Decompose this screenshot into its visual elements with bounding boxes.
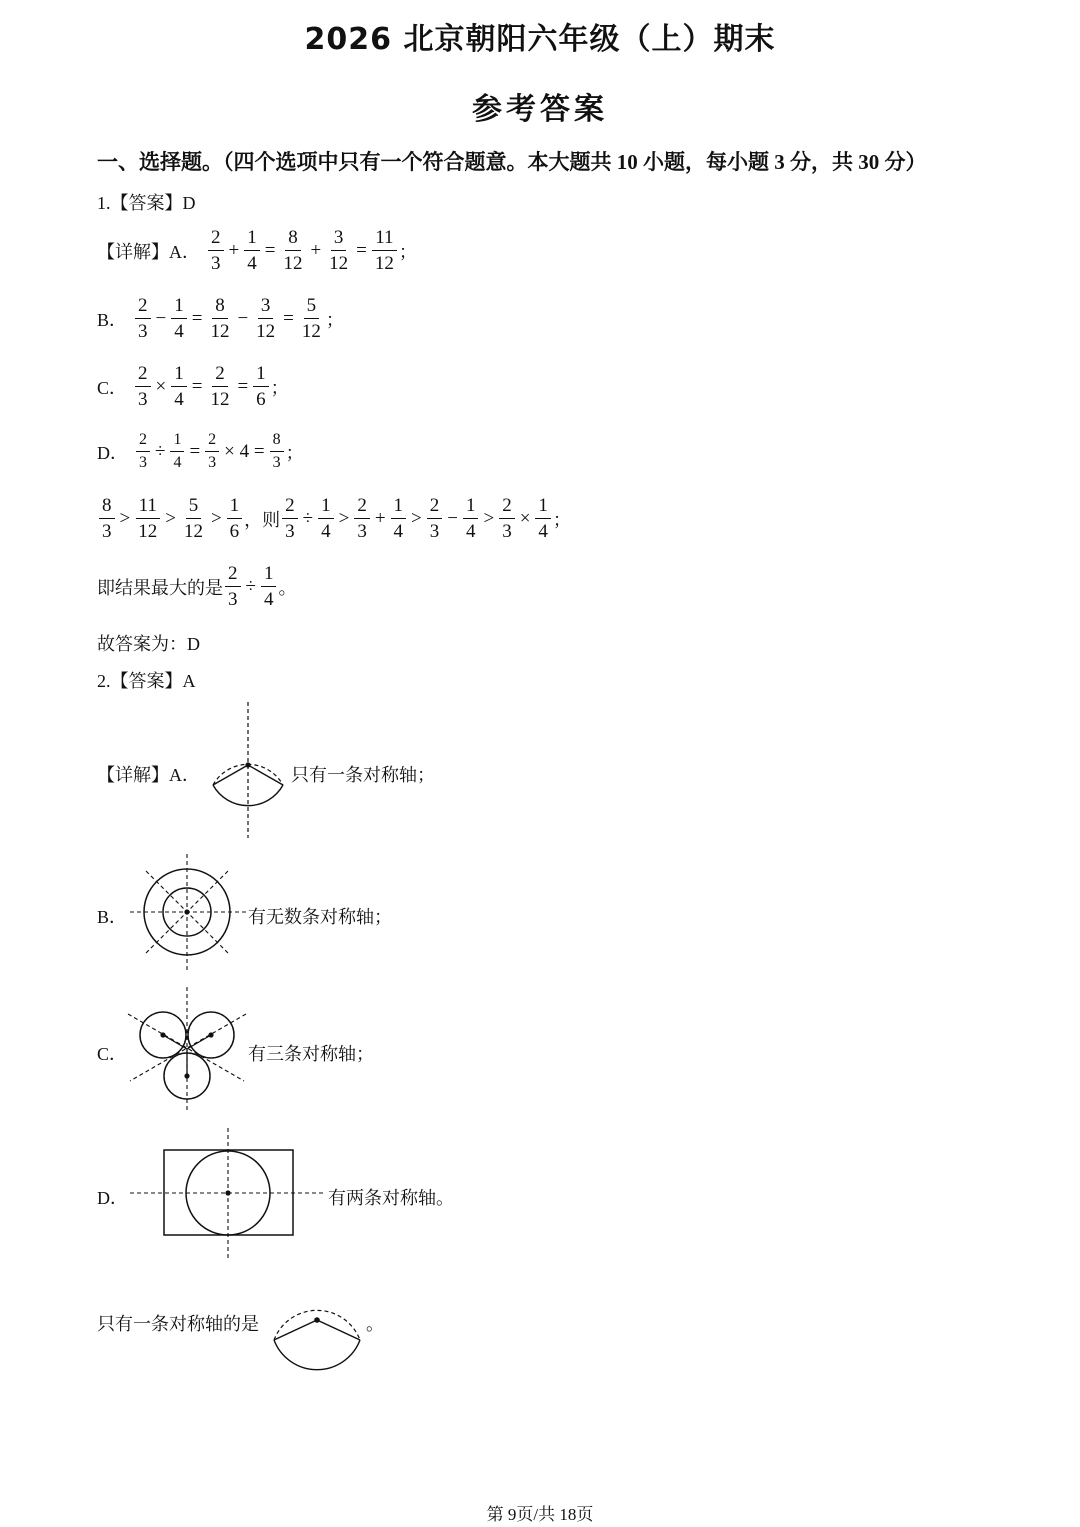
operator: = (189, 440, 201, 462)
operator: ÷ (245, 575, 256, 597)
q1-option-b (97, 296, 344, 341)
fraction: $\frac{8}{12}$ (210, 295, 230, 342)
q2-option-c-label: C． (97, 1044, 128, 1064)
q1-answer: 1.【答案】D (97, 193, 196, 213)
figure-three-circles (126, 985, 248, 1115)
figure-sector-circle-answer (268, 1270, 368, 1370)
operator: × 4 = (224, 440, 265, 462)
fraction: $\frac{1}{4}$ (171, 296, 187, 341)
operator: × (519, 507, 531, 529)
operator: + (374, 507, 386, 529)
option-label: C． (97, 377, 128, 398)
fraction: $\frac{5}{12}$ (183, 495, 203, 542)
punct: ； (285, 442, 304, 463)
detail-label: 【详解】A． (97, 241, 200, 262)
q1-conclusion: 故答案为：D (97, 634, 200, 654)
punct: 。 (278, 577, 297, 598)
fraction: $\frac{1}{4}$ (171, 364, 187, 409)
punct: ； (325, 309, 344, 330)
fraction: $\frac{2}{3}$ (136, 432, 150, 471)
document-subtitle: 参考答案 (472, 92, 608, 127)
fraction: $\frac{3}{12}$ (256, 295, 276, 342)
fraction: $\frac{1}{4}$ (244, 228, 260, 273)
operator: > (411, 507, 422, 529)
punct: ； (398, 241, 417, 262)
q1-max-result (97, 564, 296, 609)
option-label: D． (97, 442, 128, 463)
fraction: $\frac{2}{3}$ (225, 564, 241, 609)
fraction: $\frac{3}{12}$ (329, 227, 349, 274)
fraction: $\frac{2}{3}$ (427, 496, 443, 541)
fraction: $\frac{1}{4}$ (318, 496, 334, 541)
q2-option-d-label: D． (97, 1188, 128, 1208)
punct: ； (270, 377, 289, 398)
fraction: $\frac{5}{12}$ (301, 295, 321, 342)
q2-option-b-text: 有无数条对称轴； (248, 907, 392, 927)
operator: ÷ (155, 440, 166, 462)
q1-option-a (97, 228, 417, 273)
q2-option-c-text: 有三条对称轴； (248, 1044, 374, 1064)
operator: > (483, 507, 495, 529)
punct: ； (552, 509, 571, 530)
q2-answer: 2.【答案】A (97, 671, 196, 691)
operator: > (338, 507, 350, 529)
operator: + (228, 239, 240, 261)
operator: + (310, 239, 322, 261)
operator: ÷ (302, 507, 314, 529)
fraction: $\frac{1}{4}$ (391, 496, 407, 541)
operator: × (155, 375, 167, 397)
fraction: $\frac{2}{3}$ (354, 496, 370, 541)
operator: > (210, 507, 222, 529)
fraction: $\frac{1}{4}$ (463, 496, 479, 541)
page-footer: 第 9页/共 18页 (486, 1505, 594, 1524)
fraction: $\frac{11}{12}$ (135, 496, 160, 541)
fraction: $\frac{1}{4}$ (170, 432, 184, 471)
fraction: $\frac{2}{3}$ (205, 432, 219, 471)
q2-conclusion-prefix: 只有一条对称轴的是 (97, 1314, 259, 1334)
q2-option-a-text: 只有一条对称轴； (291, 765, 435, 785)
figure-concentric-circles (128, 852, 248, 972)
fraction: $\frac{1}{4}$ (261, 564, 277, 609)
fraction: $\frac{8}{12}$ (283, 227, 303, 274)
operator: > (119, 507, 131, 529)
operator: = (191, 375, 203, 397)
fraction: $\frac{2}{12}$ (210, 363, 230, 410)
fraction: $\frac{2}{3}$ (208, 228, 224, 273)
q2-option-d-text: 有两条对称轴。 (328, 1188, 454, 1208)
then-text: ，则 (244, 509, 281, 530)
fraction: $\frac{8}{3}$ (99, 496, 115, 541)
operator: − (155, 307, 167, 329)
operator: = (191, 307, 203, 329)
operator: − (447, 507, 458, 529)
q2-conclusion-suffix: 。 (366, 1314, 384, 1334)
operator: − (237, 307, 249, 329)
fraction: $\frac{8}{3}$ (270, 432, 284, 471)
fraction: $\frac{11}{12}$ (372, 228, 397, 273)
fraction: $\frac{2}{3}$ (282, 496, 298, 541)
fraction: $\frac{1}{6}$ (253, 364, 269, 409)
operator: = (356, 239, 367, 261)
q1-option-d (97, 432, 304, 471)
fraction: $\frac{1}{6}$ (227, 496, 243, 541)
fraction: $\frac{2}{3}$ (135, 296, 151, 341)
section-heading: 一、选择题。（四个选项中只有一个符合题意。本大题共 10 小题，每小题 3 分，共 30 分） (97, 150, 927, 174)
option-label: B． (97, 309, 128, 330)
fraction: $\frac{2}{3}$ (499, 496, 515, 541)
max-text: 即结果最大的是 (97, 577, 223, 598)
figure-rectangle-circle (128, 1128, 328, 1258)
operator: = (264, 239, 276, 261)
q2-option-a-label: 【详解】A． (97, 765, 200, 785)
document-title: 2026 北京朝阳六年级（上）期末 (304, 22, 776, 57)
fraction: $\frac{1}{4}$ (535, 496, 551, 541)
q1-option-c (97, 364, 289, 409)
q2-option-b-label: B． (97, 907, 128, 927)
figure-sector-circle (200, 700, 300, 840)
operator: = (237, 375, 249, 397)
fraction: $\frac{2}{3}$ (135, 364, 151, 409)
operator: > (165, 507, 176, 529)
q1-comparison (97, 496, 571, 541)
operator: = (283, 307, 294, 329)
